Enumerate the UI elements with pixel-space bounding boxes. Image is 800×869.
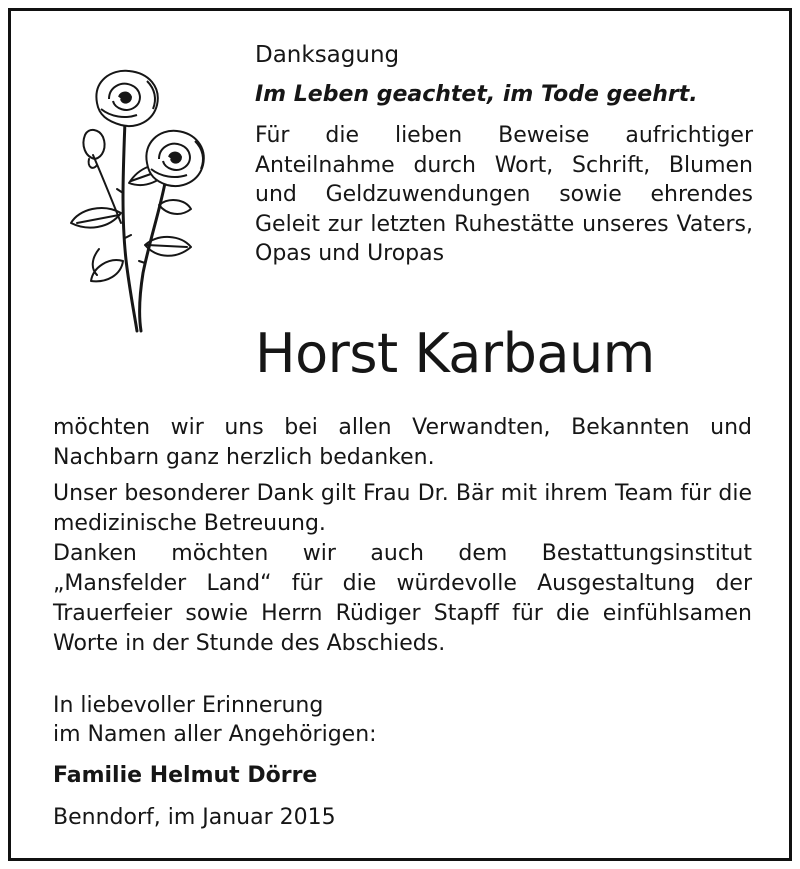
notice-motto: Im Leben geachtet, im Tode geehrt.: [255, 82, 698, 107]
thanks-paragraph: möchten wir uns bei allen Verwandten, Bekannten und Nachbarn ganz herzlich bedanken.: [53, 415, 752, 470]
special-thanks-paragraph: Unser besonderer Dank gilt Frau Dr. Bär mit ihrem Team für die medizinische Betreuung.: [53, 481, 752, 536]
rose-icon: [63, 63, 213, 333]
closing-block: [53, 691, 752, 833]
funeral-thanks-paragraph: Danken möchten wir auch dem Bestattungsinstitut „Mansfelder Land“ für die würdevolle Ausgestaltung der Trauerfeier sowie Herrn Rüdiger Stapff für die einfühlsamen Worte in der Stunde des Abschieds.: [53, 541, 752, 656]
closing-line: im Namen aller Angehörigen:: [53, 722, 377, 747]
intro-paragraph: Für die lieben Beweise aufrichtiger Anteilnahme durch Wort, Schrift, Blumen und Geldzuwendungen sowie ehrendes Geleit zur letzten Ruhestätte unseres Vaters, Opas und Uropas: [255, 123, 753, 266]
family-signature: Familie Helmut Dörre: [53, 763, 318, 788]
deceased-name: Horst Karbaum: [255, 322, 655, 385]
closing-line: In liebevoller Erinnerung: [53, 693, 324, 718]
place-date: Benndorf, im Januar 2015: [53, 805, 336, 830]
notice-heading: Danksagung: [255, 42, 400, 68]
message-body: [53, 413, 752, 659]
obituary-notice: [8, 8, 792, 861]
